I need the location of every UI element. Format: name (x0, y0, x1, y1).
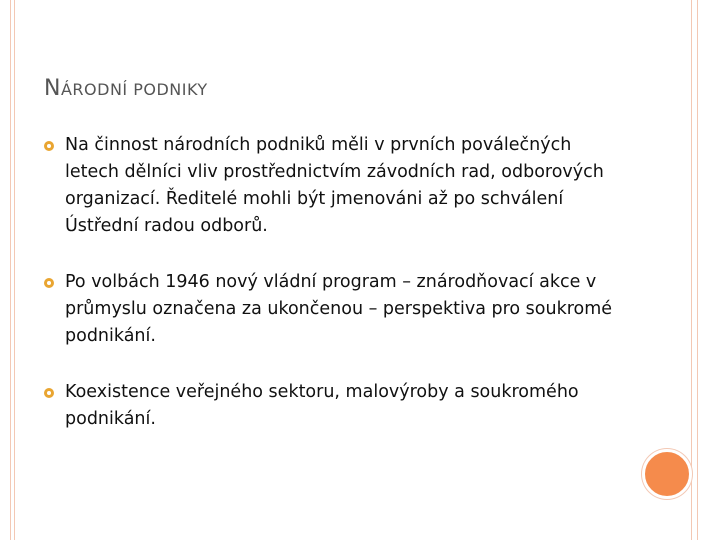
slide-title-initial: N (44, 76, 61, 101)
slide-title (44, 76, 208, 101)
bullet-item (44, 379, 614, 433)
bullet-text: Po volbách 1946 nový vládní program – znárodňovací akce v průmyslu označena za ukončenou – perspektiva pro soukromé podnikání. (65, 272, 613, 346)
bullet-dot-icon (44, 388, 54, 398)
bullet-dot-icon (44, 141, 54, 151)
bullet-item (44, 132, 614, 240)
bullet-list (44, 132, 614, 462)
bullet-text: Na činnost národních podniků měli v prvních poválečných letech dělníci vliv prostřednictvím závodních rad, odborových organizací. Ředitelé mohli být jmenováni až po schválení Ústřední radou odborů. (65, 135, 604, 236)
decorative-circle (642, 449, 692, 499)
slide-title-rest: ÁRODNÍ PODNIKY (60, 80, 208, 99)
slide-edge-line-right (697, 0, 698, 540)
bullet-text: Koexistence veřejného sektoru, malovýroby a soukromého podnikání. (65, 382, 579, 429)
bullet-item (44, 269, 614, 350)
slide-edge-line-left (10, 0, 11, 540)
bullet-dot-icon (44, 278, 54, 288)
